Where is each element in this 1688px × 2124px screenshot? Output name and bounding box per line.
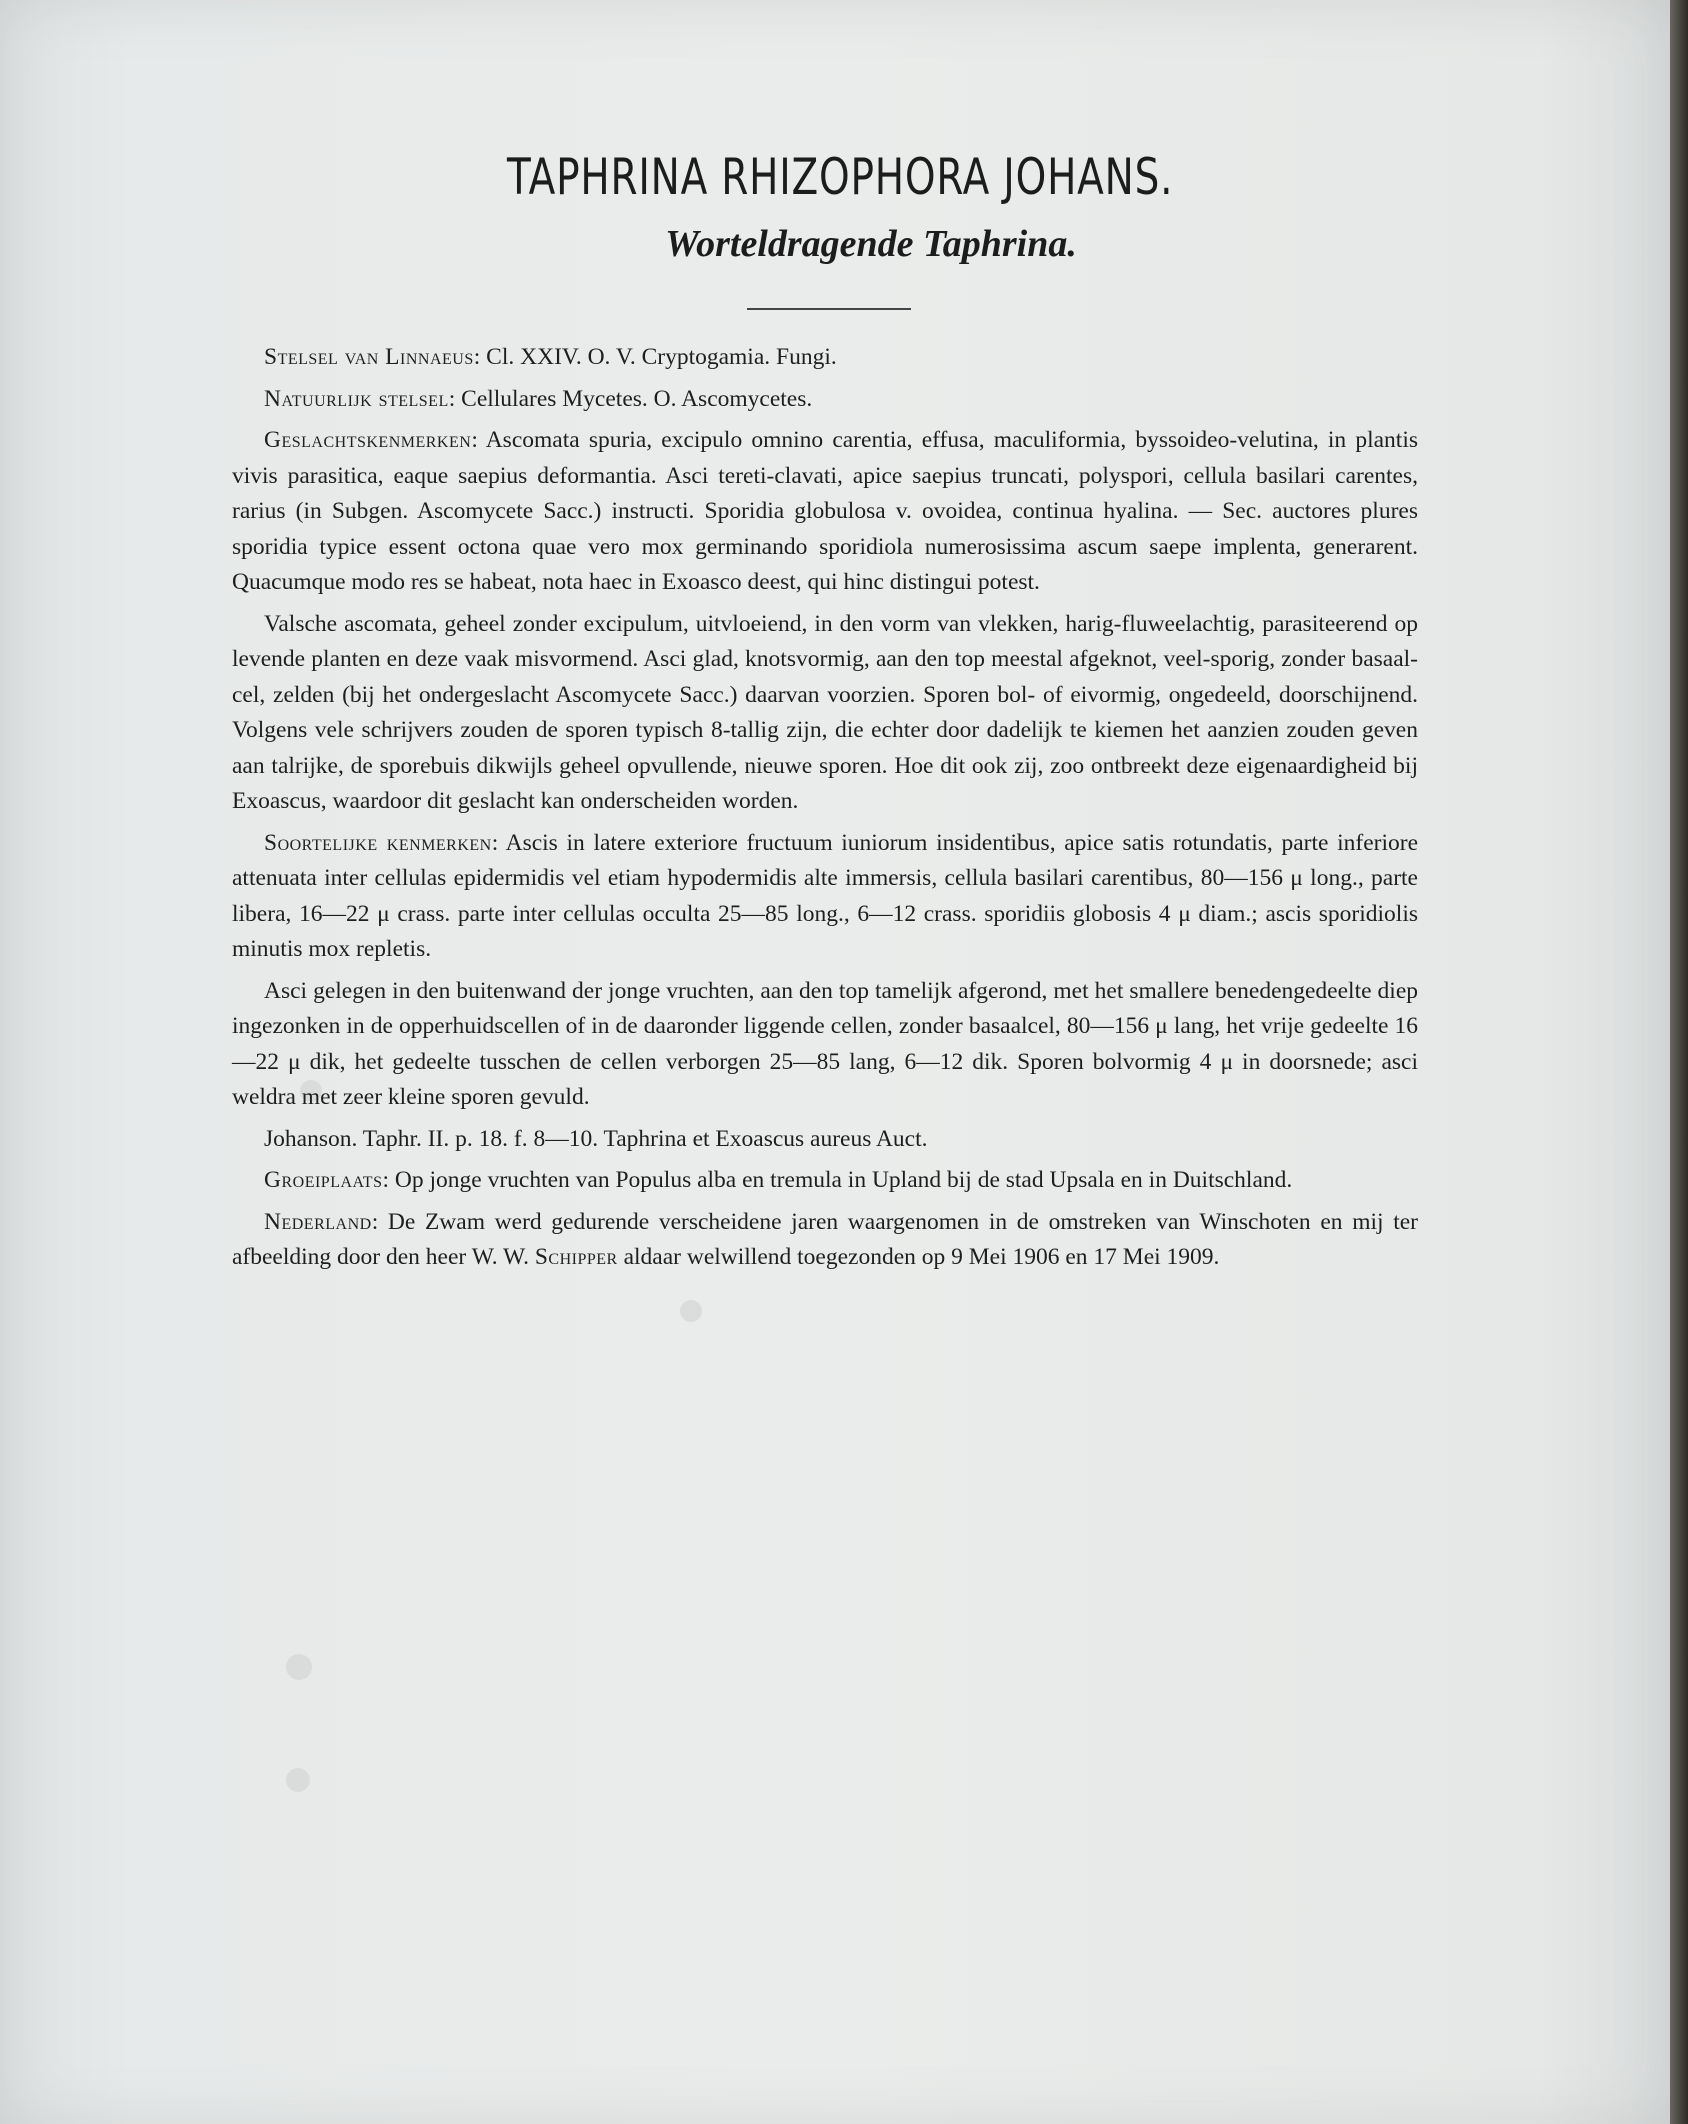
section-text: : Ascis in latere exteriore fructuum iuniorum insidentibus, apice satis rotundatis, parte inferiore attenuata inter cellulas epidermidis vel etiam hypodermidis alte immersis, cellula basilari carentibus, 80—156 μ long., parte libera, 16—22 μ crass. parte inter cellulas occulta 25—85 long., 6—12 crass. sporidiis globosis 4 μ diam.; ascis sporidiolis minutis mox repletis. [232, 829, 1418, 962]
section-text: : Op jonge vruchten van Populus alba en tremula in Upland bij de stad Upsala en in Duitschland. [382, 1167, 1293, 1193]
natuurlijk-stelsel-paragraph [232, 382, 1418, 418]
title-divider [747, 308, 911, 310]
groeiplaats-paragraph [232, 1163, 1418, 1199]
paper-stain [680, 1300, 702, 1322]
reference-paragraph: Johanson. Taphr. II. p. 18. f. 8—10. Taphrina et Exoascus aureus Auct. [264, 1125, 928, 1152]
section-text: aldaar welwillend toegezonden op 9 Mei 1906 en 17 Mei 1909. [617, 1244, 1220, 1270]
section-label: Groeiplaats [264, 1167, 383, 1193]
geslachtskenmerken-dutch-paragraph: Valsche ascomata, geheel zonder excipulum, uitvloeiend, in den vorm van vlekken, harig-fluweelachtig, parasiteerend op levende planten en deze vaak misvormend. Asci glad, knotsvormig, aan den top meestal afgeknot, veel-sporig, zonder basaal-cel, zelden (bij het ondergeslacht Ascomycete Sacc.) daarvan voorzien. Sporen bol- of eivormig, ongedeeld, doorschijnend. Volgens vele schrijvers zouden de sporen typisch 8-tallig zijn, die echter door dadelijk te kiemen het aanzien zouden geven aan talrijke, de sporebuis dikwijls geheel opvullende, nieuwe sporen. Hoe dit ook zij, zoo ontbreekt deze eigenaardigheid bij Exoascus, waardoor dit geslacht kan onderscheiden worden. [232, 610, 1418, 814]
nederland-paragraph [232, 1205, 1418, 1276]
section-text: : Cellulares Mycetes. O. Ascomycetes. [448, 385, 813, 412]
paper-stain [286, 1654, 312, 1680]
stelsel-linnaeus-paragraph [232, 340, 1418, 376]
document-body [232, 340, 1418, 1282]
section-label: Soortelijke kenmerken [264, 829, 492, 856]
geslachtskenmerken-paragraph [232, 423, 1418, 601]
section-text: : De Zwam werd gedurende verscheidene jaren waargenomen in de omstreken van Winschoten en mij ter afbeelding door den heer W. W. [232, 1208, 1418, 1270]
soortelijke-kenmerken-dutch-paragraph: Asci gelegen in den buitenwand der jonge vruchten, aan den top tamelijk afgerond, met het smallere benedengedeelte diep ingezonken in de opperhuidscellen of in de daaronder liggende cellen, zonder basaalcel, 80—156 μ lang, het vrije gedeelte 16—22 μ dik, het gedeelte tusschen de cellen verborgen 25—85 lang, 6—12 dik. Sporen bolvormig 4 μ in doorsnede; asci weldra met zeer kleine sporen gevuld. [232, 977, 1418, 1110]
person-name: Schipper [534, 1244, 618, 1270]
page-subtitle: Worteldragende Taphrina. [665, 223, 1077, 265]
section-label: Geslachtskenmerken [264, 427, 472, 453]
section-text: : Ascomata spuria, excipulo omnino carentia, effusa, maculiformia, byssoideo-velutina, in plantis vivis parasitica, eaque saepius deformantia. Asci tereti-clavati, apice saepius truncati, polyspori, cellula basilari carentes, rarius (in Subgen. Ascomycete Sacc.) instructi. Sporidia globulosa v. ovoidea, continua hyalina. — Sec. auctores plures sporidia typice essent octona quae vero mox germinando sporidiola numerosissima ascum saepe implenta, generarent. Quacumque modo res se habeat, nota haec in Exoasco deest, qui hinc distingui potest. [232, 427, 1418, 595]
section-label: Stelsel van Linnaeus [264, 344, 474, 370]
paper-stain [286, 1768, 310, 1792]
page-title: TAPHRINA RHIZOPHORA JOHANS. [507, 148, 1174, 206]
section-label: Natuurlijk stelsel [264, 385, 449, 412]
book-binding-edge [1670, 0, 1688, 2124]
soortelijke-kenmerken-paragraph [232, 826, 1418, 968]
section-label: Nederland [264, 1208, 372, 1235]
section-text: : Cl. XXIV. O. V. Cryptogamia. Fungi. [473, 344, 837, 370]
